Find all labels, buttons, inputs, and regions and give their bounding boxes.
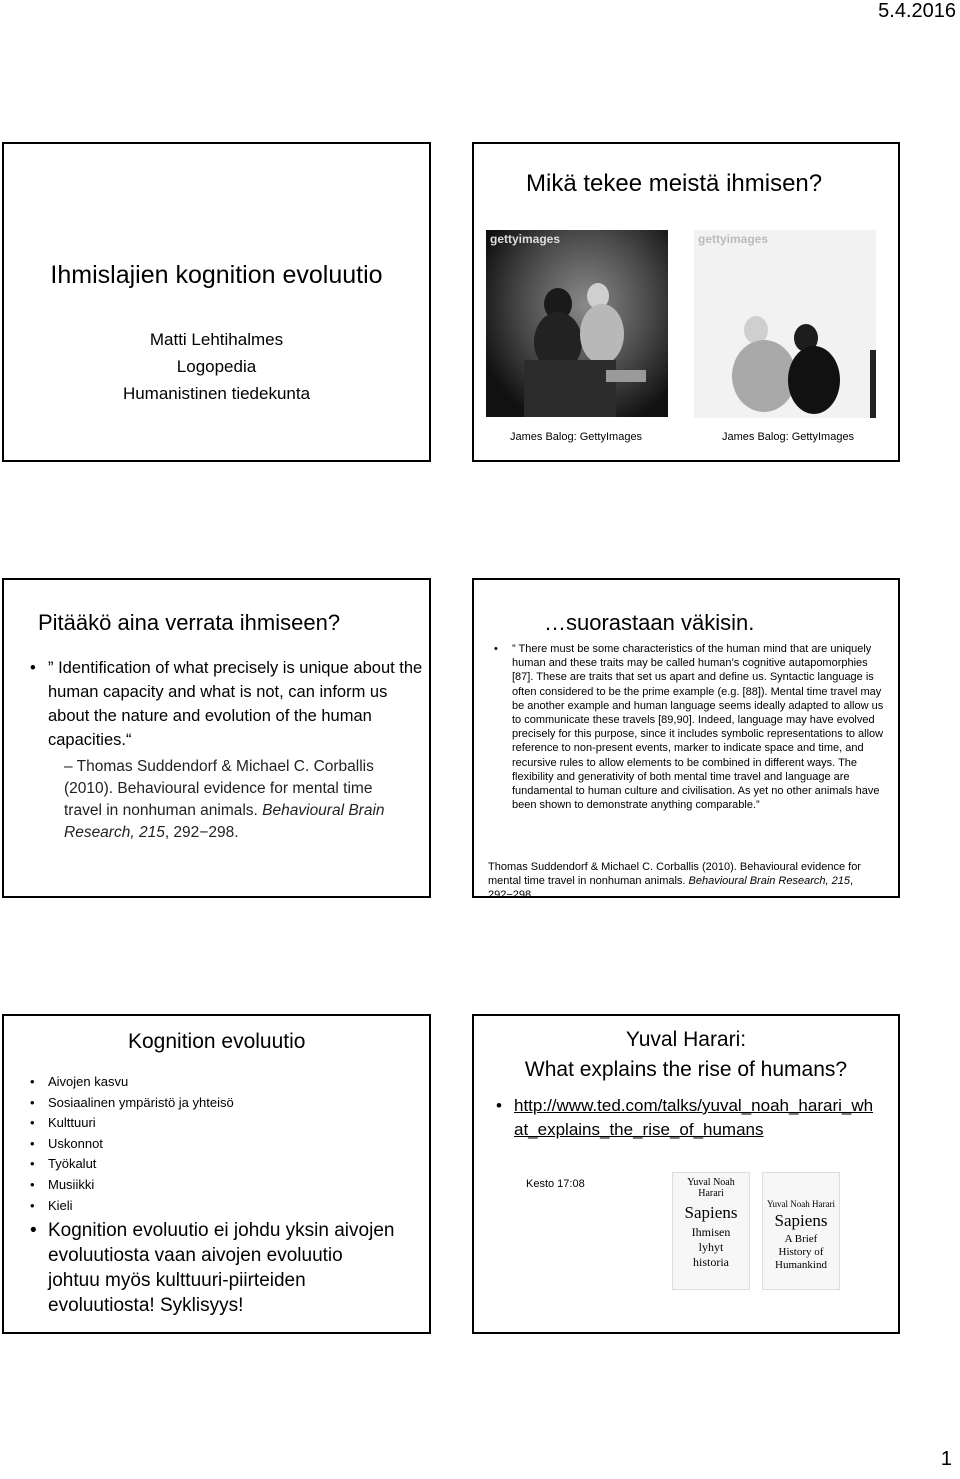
- book-subtitle: A Brief History of Humankind: [775, 1233, 827, 1271]
- slide-title: Mikä tekee meistä ihmisen?: [526, 170, 823, 197]
- watermark-gettyimages: gettyimages: [490, 232, 561, 246]
- citation-text: – Thomas Suddendorf & Michael C. Corballis (2010). Behavioural evidence for mental time travel in nonhuman animals.: [64, 758, 374, 819]
- slide-title-page: [2, 142, 431, 462]
- department: Logopedia: [176, 357, 257, 376]
- photo-thinker-pose: [486, 230, 668, 417]
- video-duration: Kesto 17:08: [526, 1178, 585, 1190]
- conclusion-text: Kognition evoluutio ei johdu yksin aivojen evoluutiosta vaan aivojen evoluutio johtuu myös kulttuuri-piirteiden evoluutiosta! Syklisyys!: [48, 1220, 395, 1316]
- citation-pages: , 292−298.: [164, 824, 239, 841]
- list-item: • Aivojen kasvu: [30, 1072, 410, 1093]
- figures-silhouette-1: [486, 230, 668, 417]
- book-title: Sapiens: [684, 1203, 738, 1222]
- slide-what-makes-human: [472, 142, 900, 462]
- citation: [64, 756, 404, 844]
- reference-journal: Behavioural Brain Research, 215: [688, 875, 850, 887]
- watermark-gettyimages: gettyimages: [698, 232, 769, 246]
- book-cover-finnish: [672, 1172, 750, 1290]
- book-author: Yuval Noah Harari: [687, 1177, 735, 1199]
- list-item: • Kieli: [30, 1196, 410, 1217]
- quote-bullet: [494, 642, 888, 812]
- list-item: • Sosiaalinen ympäristö ja yhteisö: [30, 1093, 410, 1114]
- book-title: Sapiens: [774, 1211, 828, 1230]
- quote-bullet: [30, 656, 428, 752]
- slide-title-line1: Yuval Harari:: [625, 1028, 747, 1051]
- book-author: Yuval Noah Harari: [767, 1199, 835, 1209]
- figures-silhouette-2: [694, 230, 876, 418]
- slide-harari-talk: [472, 1014, 900, 1334]
- quote-text: ” There must be some characteristics of the human mind that are uniquely human and these traits may be called human’s cognitive autapomorphies [87]. These are traits that set us apart and define us. Syntactic language is often considered to be the prime example (e.g. [88]). Mental time travel may be another example and human language seems ideally adapted to allow us to communicate these travels [89,90]. Indeed, language may have evolved precisely for this purpose, since it includes symbolic representations to allow reference to non-present events, marker to indicate space and time, and recursive rules to allow elements to be combined in different ways. The flexibility and generativity of both mental time travel and language are fundamental to human culture and civilisation. As yet no other animals have been shown to demonstrate anything comparable.”: [512, 643, 884, 812]
- page-number: 1: [940, 1448, 952, 1470]
- slide-title-line2: What explains the rise of humans?: [524, 1058, 848, 1081]
- reference-text: Thomas Suddendorf & Michael C. Corballis (2010). Behavioural evidence for mental time travel in nonhuman animals.: [488, 861, 861, 887]
- slide-title: …suorastaan väkisin.: [544, 610, 755, 635]
- photo-back-to-back: [694, 230, 876, 418]
- photo-caption: James Balog: GettyImages: [722, 431, 855, 443]
- author-name: Matti Lehtihalmes: [149, 330, 284, 349]
- list-item: • Työkalut: [30, 1154, 410, 1175]
- book-subtitle: Ihmisen lyhyt historia: [691, 1225, 731, 1269]
- reference-pages: , 292−298: [488, 875, 854, 901]
- slide-title: Kognition evoluutio: [128, 1030, 306, 1053]
- ted-link-bullet: [496, 1094, 874, 1142]
- ted-talk-link[interactable]: http://www.ted.com/talks/yuval_noah_harari_what_explains_the_rise_of_humans: [514, 1096, 874, 1139]
- quote-text: ” Identification of what precisely is unique about the human capacity and what is not, can inform us about the nature and evolution of the human capacities.“: [48, 659, 423, 749]
- reference: [488, 860, 896, 902]
- slide-cognition-evolution: [2, 1014, 431, 1334]
- list-item: • Kulttuuri: [30, 1113, 410, 1134]
- slide-title: Ihmislajien kognition evoluutio: [50, 261, 383, 289]
- faculty: Humanistinen tiedekunta: [122, 384, 311, 403]
- slide-title: Pitääkö aina verrata ihmiseen?: [38, 610, 341, 635]
- list-item: • Musiikki: [30, 1175, 410, 1196]
- citation-journal: Behavioural Brain Research, 215: [64, 802, 385, 841]
- factor-list: [30, 1072, 410, 1216]
- list-item: • Uskonnot: [30, 1134, 410, 1155]
- slide-by-force: [472, 578, 900, 901]
- conclusion-bullet: [30, 1218, 398, 1318]
- photo-caption: James Balog: GettyImages: [510, 431, 643, 443]
- slide-compare-to-human: [2, 578, 431, 898]
- book-cover-english: [762, 1172, 840, 1290]
- page-date: 5.4.2016: [878, 0, 956, 22]
